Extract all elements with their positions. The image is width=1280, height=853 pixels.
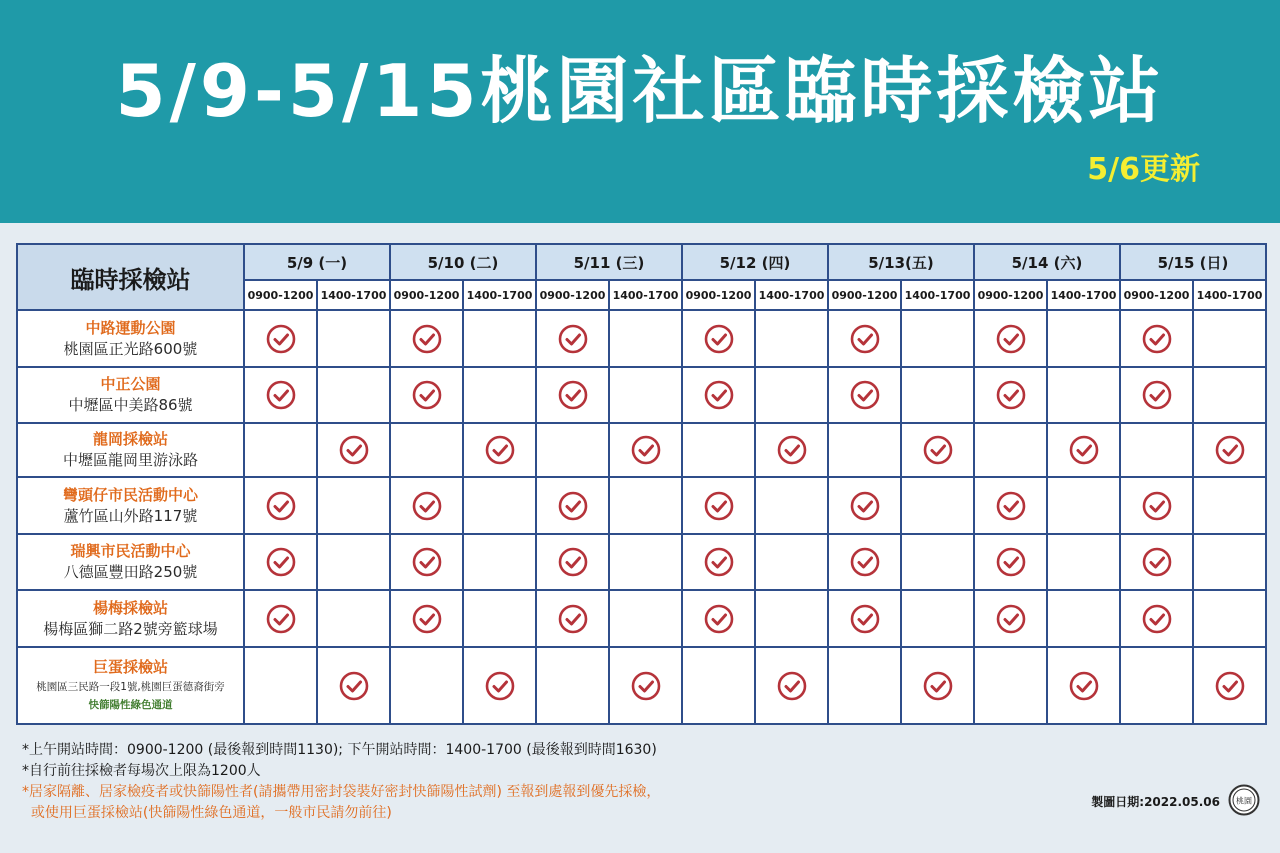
check-circle-icon xyxy=(558,604,588,634)
schedule-cell xyxy=(536,647,609,724)
check-circle-icon xyxy=(412,604,442,634)
check-circle-icon xyxy=(339,671,369,701)
corner-header: 臨時採檢站 xyxy=(17,244,244,310)
schedule-cell xyxy=(755,310,828,367)
day-header: 5/10 (二) xyxy=(390,244,536,280)
schedule-cell xyxy=(755,367,828,423)
day-header: 5/9 (一) xyxy=(244,244,390,280)
schedule-cell xyxy=(244,534,317,590)
check-circle-icon xyxy=(850,491,880,521)
check-circle-icon xyxy=(412,491,442,521)
schedule-cell xyxy=(1120,310,1193,367)
check-circle-icon xyxy=(850,324,880,354)
schedule-cell xyxy=(1120,590,1193,647)
site-cell xyxy=(17,647,244,724)
schedule-cell xyxy=(901,423,974,477)
header-banner xyxy=(0,0,1280,223)
schedule-cell xyxy=(1193,477,1266,534)
site-cell xyxy=(17,367,244,423)
schedule-cell xyxy=(828,423,901,477)
schedule-cell xyxy=(755,590,828,647)
schedule-cell xyxy=(828,590,901,647)
site-name: 龍岡採檢站 xyxy=(92,430,168,448)
schedule-cell xyxy=(390,647,463,724)
schedule-cell xyxy=(755,534,828,590)
schedule-cell xyxy=(317,534,390,590)
schedule-cell xyxy=(463,477,536,534)
schedule-cell xyxy=(536,423,609,477)
site-row xyxy=(17,367,1266,423)
check-circle-icon xyxy=(777,435,807,465)
schedule-cell xyxy=(901,477,974,534)
schedule-cell xyxy=(1047,534,1120,590)
schedule-cell xyxy=(901,367,974,423)
slot-header: 1400-1700 xyxy=(1193,280,1266,310)
schedule-cell xyxy=(974,423,1047,477)
schedule-cell xyxy=(828,647,901,724)
check-circle-icon xyxy=(996,547,1026,577)
check-circle-icon xyxy=(631,435,661,465)
schedule-cell xyxy=(682,367,755,423)
schedule-cell xyxy=(536,590,609,647)
check-circle-icon xyxy=(923,435,953,465)
site-name: 中正公園 xyxy=(100,375,161,393)
schedule-cell xyxy=(244,477,317,534)
check-circle-icon xyxy=(631,671,661,701)
schedule-cell xyxy=(244,647,317,724)
site-name: 彎頭仔市民活動中心 xyxy=(62,485,198,504)
schedule-cell xyxy=(755,477,828,534)
check-circle-icon xyxy=(558,380,588,410)
schedule-cell xyxy=(609,477,682,534)
day-header: 5/14 (六) xyxy=(974,244,1120,280)
schedule-cell xyxy=(609,423,682,477)
schedule-cell xyxy=(609,310,682,367)
check-circle-icon xyxy=(850,547,880,577)
check-circle-icon xyxy=(704,380,734,410)
schedule-cell xyxy=(974,590,1047,647)
check-circle-icon xyxy=(1215,435,1245,465)
schedule-cell xyxy=(317,310,390,367)
slot-header: 0900-1200 xyxy=(390,280,463,310)
check-circle-icon xyxy=(266,491,296,521)
schedule-cell xyxy=(682,310,755,367)
schedule-cell xyxy=(609,590,682,647)
day-header: 5/13(五) xyxy=(828,244,974,280)
schedule-cell xyxy=(974,647,1047,724)
schedule-cell xyxy=(1047,310,1120,367)
schedule-cell xyxy=(974,534,1047,590)
schedule-cell xyxy=(317,367,390,423)
schedule-cell xyxy=(609,647,682,724)
slot-header: 0900-1200 xyxy=(1120,280,1193,310)
slot-header: 0900-1200 xyxy=(244,280,317,310)
schedule-cell xyxy=(901,310,974,367)
schedule-cell xyxy=(244,367,317,423)
note-limit: *自行前往採檢者每場次上限為1200人 xyxy=(22,763,261,779)
site-name: 瑞興市民活動中心 xyxy=(70,542,191,560)
schedule-cell xyxy=(317,423,390,477)
check-circle-icon xyxy=(339,435,369,465)
made-date: 製圖日期:2022.05.06 xyxy=(1091,795,1220,809)
site-cell xyxy=(17,590,244,647)
schedule-cell xyxy=(1047,477,1120,534)
schedule-cell xyxy=(1120,534,1193,590)
slot-header: 1400-1700 xyxy=(901,280,974,310)
schedule-cell xyxy=(1193,534,1266,590)
site-row xyxy=(17,310,1266,367)
check-circle-icon xyxy=(704,547,734,577)
schedule-cell xyxy=(244,590,317,647)
note-dome: 或使用巨蛋採檢站(快篩陽性綠色通道，一般市民請勿前往) xyxy=(22,805,392,821)
site-address: 蘆竹區山外路117號 xyxy=(63,506,198,525)
schedule-cell xyxy=(463,647,536,724)
schedule-cell xyxy=(244,423,317,477)
schedule-cell xyxy=(463,590,536,647)
note-hours: *上午開站時間：0900-1200 (最後報到時間1130); 下午開站時間：1400-1700 (最後報到時間1630) xyxy=(22,742,657,758)
schedule-cell xyxy=(1193,310,1266,367)
check-circle-icon xyxy=(558,547,588,577)
schedule-cell xyxy=(828,367,901,423)
site-address: 桃園區三民路一段1號,桃園巨蛋德裔街旁 xyxy=(36,681,225,693)
schedule-cell xyxy=(390,310,463,367)
check-circle-icon xyxy=(777,671,807,701)
schedule-cell xyxy=(1120,367,1193,423)
check-circle-icon xyxy=(996,324,1026,354)
site-address: 八德區豐田路250號 xyxy=(63,563,198,581)
schedule-cell xyxy=(536,310,609,367)
schedule-cell xyxy=(317,477,390,534)
schedule-cell xyxy=(901,647,974,724)
day-header: 5/15 (日) xyxy=(1120,244,1266,280)
check-circle-icon xyxy=(412,380,442,410)
schedule-cell xyxy=(682,534,755,590)
site-name: 中路運動公園 xyxy=(85,318,176,337)
slot-header: 1400-1700 xyxy=(609,280,682,310)
schedule-cell xyxy=(536,477,609,534)
check-circle-icon xyxy=(1215,671,1245,701)
schedule-cell xyxy=(244,310,317,367)
schedule-cell xyxy=(974,310,1047,367)
site-cell xyxy=(17,310,244,367)
schedule-cell xyxy=(317,590,390,647)
site-row xyxy=(17,647,1266,724)
schedule-cell xyxy=(1193,647,1266,724)
check-circle-icon xyxy=(1142,491,1172,521)
schedule-cell xyxy=(1047,647,1120,724)
schedule-cell xyxy=(317,647,390,724)
slot-header: 0900-1200 xyxy=(974,280,1047,310)
schedule-cell xyxy=(463,310,536,367)
slot-header: 1400-1700 xyxy=(317,280,390,310)
schedule-cell xyxy=(682,423,755,477)
check-circle-icon xyxy=(558,491,588,521)
schedule-cell xyxy=(901,590,974,647)
day-header: 5/12 (四) xyxy=(682,244,828,280)
schedule-cell xyxy=(755,423,828,477)
slot-header: 1400-1700 xyxy=(463,280,536,310)
check-circle-icon xyxy=(266,604,296,634)
check-circle-icon xyxy=(923,671,953,701)
schedule-cell xyxy=(828,310,901,367)
schedule-cell xyxy=(682,590,755,647)
site-address: 中壢區龍岡里游泳路 xyxy=(62,451,198,469)
schedule-cell xyxy=(1120,647,1193,724)
site-cell xyxy=(17,534,244,590)
check-circle-icon xyxy=(850,380,880,410)
schedule-cell xyxy=(609,367,682,423)
update-note: 5/6更新 xyxy=(1087,152,1200,187)
schedule-cell xyxy=(1120,423,1193,477)
check-circle-icon xyxy=(412,324,442,354)
check-circle-icon xyxy=(485,435,515,465)
site-row xyxy=(17,423,1266,477)
schedule-cell xyxy=(755,647,828,724)
check-circle-icon xyxy=(1142,380,1172,410)
schedule-cell xyxy=(901,534,974,590)
site-name: 楊梅採檢站 xyxy=(92,598,168,617)
schedule-cell xyxy=(463,367,536,423)
check-circle-icon xyxy=(704,491,734,521)
check-circle-icon xyxy=(266,547,296,577)
schedule-cell xyxy=(682,647,755,724)
schedule-cell xyxy=(1193,423,1266,477)
schedule-cell xyxy=(828,477,901,534)
check-circle-icon xyxy=(1142,547,1172,577)
schedule-table xyxy=(16,243,1267,725)
check-circle-icon xyxy=(996,604,1026,634)
check-circle-icon xyxy=(412,547,442,577)
site-cell xyxy=(17,423,244,477)
slot-header: 0900-1200 xyxy=(682,280,755,310)
note-priority: *居家隔離、居家檢疫者或快篩陽性者(請攜帶用密封袋裝好密封快篩陽性試劑) 至報到處報到優先採檢， xyxy=(22,784,661,800)
schedule-cell xyxy=(536,367,609,423)
schedule-cell xyxy=(828,534,901,590)
schedule-cell xyxy=(390,590,463,647)
check-circle-icon xyxy=(1142,324,1172,354)
check-circle-icon xyxy=(266,324,296,354)
site-note: 快篩陽性綠色通道 xyxy=(88,699,173,711)
check-circle-icon xyxy=(996,491,1026,521)
site-row xyxy=(17,477,1266,534)
schedule-cell xyxy=(1120,477,1193,534)
schedule-cell xyxy=(682,477,755,534)
schedule-cell xyxy=(1047,367,1120,423)
slot-header: 0900-1200 xyxy=(536,280,609,310)
schedule-cell xyxy=(1047,590,1120,647)
schedule-cell xyxy=(1047,423,1120,477)
page-title: 5/9-5/15桃園社區臨時採檢站 xyxy=(115,49,1165,133)
check-circle-icon xyxy=(996,380,1026,410)
schedule-cell xyxy=(390,534,463,590)
check-circle-icon xyxy=(558,324,588,354)
day-header: 5/11 (三) xyxy=(536,244,682,280)
check-circle-icon xyxy=(704,604,734,634)
check-circle-icon xyxy=(266,380,296,410)
schedule-cell xyxy=(974,477,1047,534)
schedule-cell xyxy=(974,367,1047,423)
check-circle-icon xyxy=(850,604,880,634)
site-cell xyxy=(17,477,244,534)
schedule-cell xyxy=(1193,367,1266,423)
slot-header: 0900-1200 xyxy=(828,280,901,310)
schedule-cell xyxy=(463,534,536,590)
city-seal-icon xyxy=(1228,784,1260,816)
seal-text: 桃園 xyxy=(1236,796,1252,806)
schedule-cell xyxy=(390,477,463,534)
notes xyxy=(22,740,660,824)
slot-header: 1400-1700 xyxy=(1047,280,1120,310)
site-address: 中壢區中美路86號 xyxy=(68,396,193,414)
schedule-cell xyxy=(609,534,682,590)
site-address: 楊梅區獅二路2號旁籃球場 xyxy=(43,619,218,638)
schedule-cell xyxy=(390,367,463,423)
schedule-cell xyxy=(536,534,609,590)
schedule-cell xyxy=(463,423,536,477)
site-row xyxy=(17,590,1266,647)
check-circle-icon xyxy=(1069,671,1099,701)
schedule-cell xyxy=(1193,590,1266,647)
site-address: 桃園區正光路600號 xyxy=(63,339,198,358)
check-circle-icon xyxy=(485,671,515,701)
site-row xyxy=(17,534,1266,590)
check-circle-icon xyxy=(1142,604,1172,634)
schedule-cell xyxy=(390,423,463,477)
check-circle-icon xyxy=(1069,435,1099,465)
slot-header: 1400-1700 xyxy=(755,280,828,310)
site-name: 巨蛋採檢站 xyxy=(92,658,168,676)
check-circle-icon xyxy=(704,324,734,354)
